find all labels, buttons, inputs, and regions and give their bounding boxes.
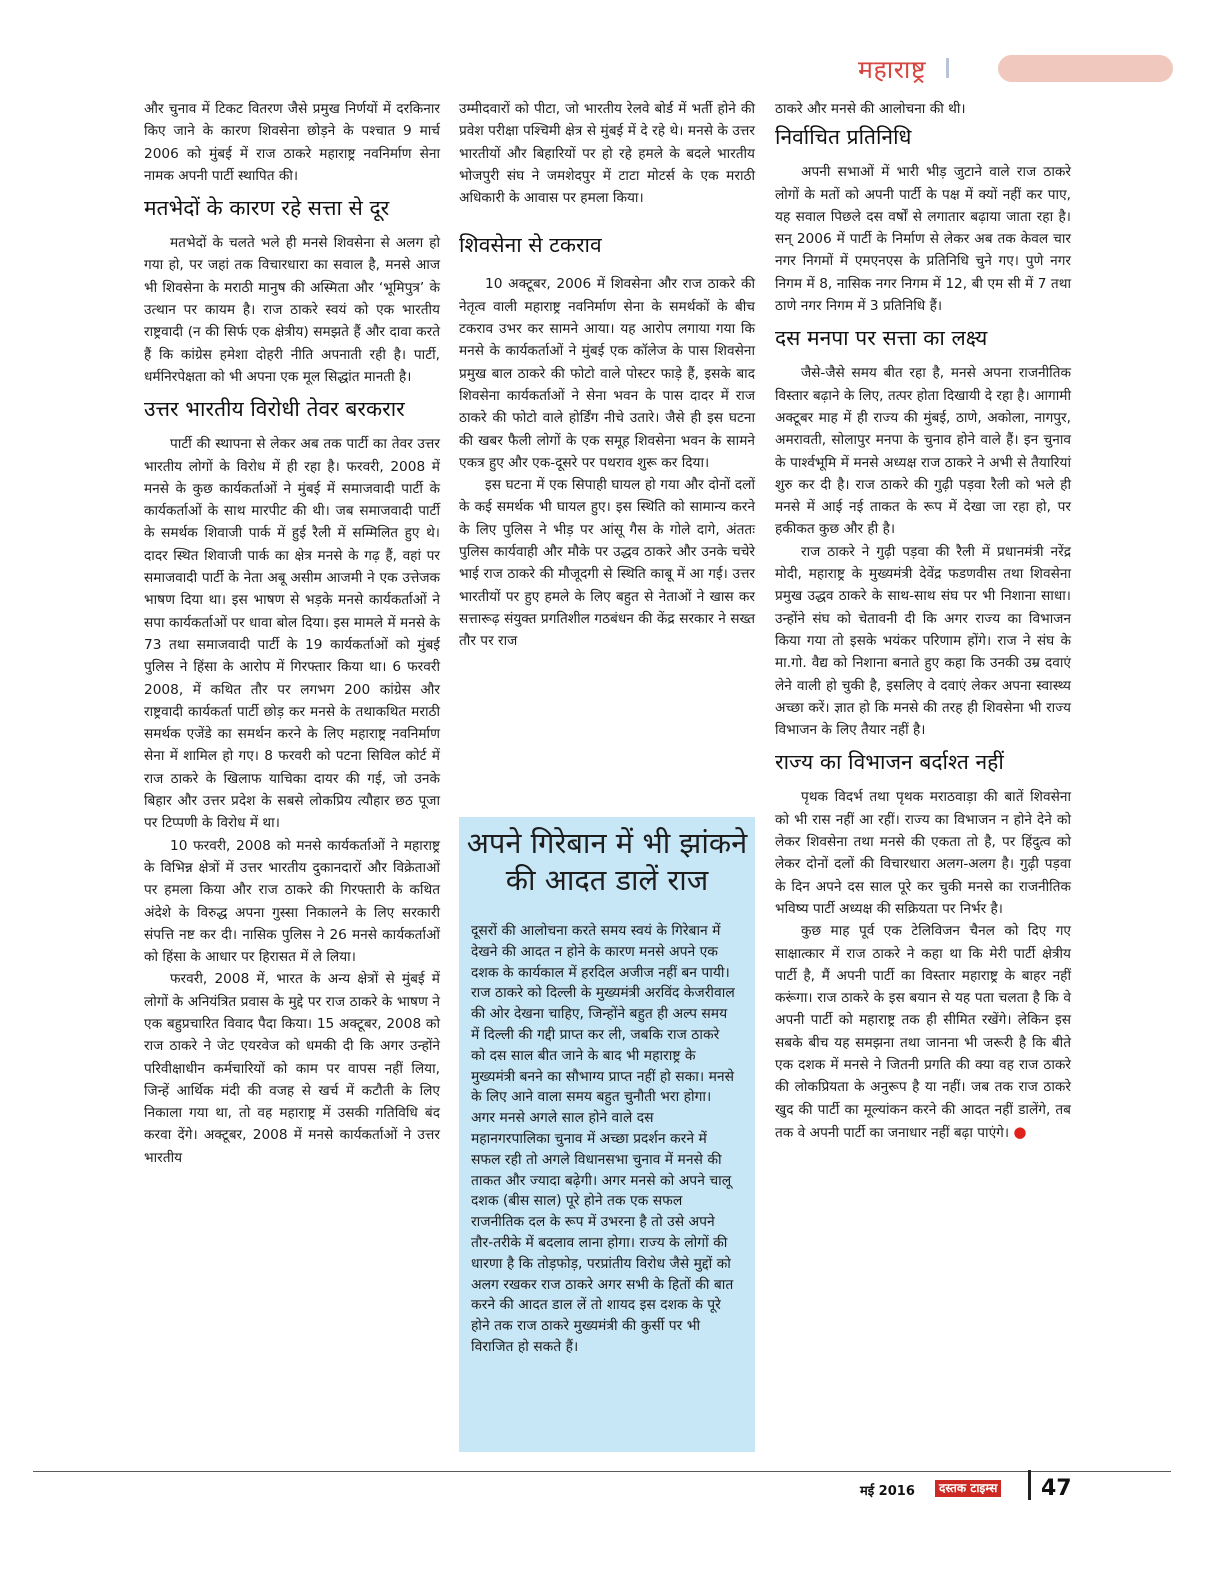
paragraph: उम्मीदवारों को पीटा, जो भारतीय रेलवे बोर्ड में भर्ती होने की प्रवेश परीक्षा पश्चिमी क्षेत्र से मुंबई में दे रहे थे। मनसे के उत्तर भारतीयों और बिहारियों पर हो रहे हमले के बदले भारतीय भोजपुरी संघ ने जमशेदपुर में टाटा मोटर्स के एक मराठी अधिकारी के आवास पर हमला किया। bbox=[459, 101, 755, 207]
end-mark-icon: ● bbox=[1013, 1122, 1027, 1141]
article-column-1 bbox=[144, 98, 440, 1460]
paragraph: 10 अक्टूबर, 2006 में शिवसेना और राज ठाकरे की नेतृत्व वाली महाराष्ट्र नवनिर्माण सेना के समर्थकों के बीच टकराव उभर कर सामने आया। यह आरोप लगाया गया कि मनसे के कार्यकर्ताओं ने मुंबई एक कॉलेज के पास शिवसेना प्रमुख बाल ठाकरे की फोटो वाले पोस्टर फाड़े हैं, इसके बाद शिवसेना कार्यकर्ताओं ने सेना भवन के पास दादर में राज ठाकरे की फोटो वाले होर्डिंग नीचे उतारे। जैसे ही इस घटना की खबर फैली लोगों के एक समूह शिवसेना भवन के सामने एकत्र हुए और एक-दूसरे पर पथराव शुरू कर दिया। bbox=[459, 276, 755, 471]
paragraph: इस घटना में एक सिपाही घायल हो गया और दोनों दलों के कई समर्थक भी घायल हुए। इस स्थिति को सामान्य करने के लिए पुलिस ने भीड़ पर आंसू गैस के गोले दागे, अंततः पुलिस कार्यवाही और मौके पर उद्धव ठाकरे और उनके चचेरे भाई राज ठाकरे की मौजूदगी से स्थिति काबू में आ गई। उत्तर भारतीयों पर हुए हमले के लिए बहुत से नेताओं ने खास कर सत्तारूढ़ संयुक्त प्रगतिशील गठबंधन की केंद्र सरकार ने सख्त तौर पर राज bbox=[459, 477, 755, 650]
article-column-3 bbox=[775, 98, 1071, 1460]
paragraph-text: कुछ माह पूर्व एक टेलिविजन चैनल को दिए गए साक्षात्कार में राज ठाकरे ने कहा था कि मेरी पार्टी क्षेत्रीय पार्टी है, मैं अपनी पार्टी का विस्तार महाराष्ट्र के बाहर नहीं करूंगा। राज ठाकरे के इस बयान से यह पता चलता है कि वे अपनी पार्टी को महाराष्ट्र तक ही सीमित रखेंगे। लेकिन इस सबके बीच यह समझना तथा जानना भी जरूरी है कि बीते एक दशक में मनसे ने जितनी प्रगति की क्या वह राज ठाकरे की लोकप्रियता के अनुरूप है या नहीं। जब तक राज ठाकरे खुद की पार्टी का मूल्यांकन करने की आदत नहीं डालेंगे, तब तक वे अपनी पार्टी का जनाधार नहीं बढ़ा पाएंगे। bbox=[775, 923, 1071, 1141]
paragraph: पार्टी की स्थापना से लेकर अब तक पार्टी का तेवर उत्तर भारतीय लोगों के विरोध में ही रहा है। फरवरी, 2008 में मनसे के कुछ कार्यकर्ताओं ने मुंबई में समाजवादी पार्टी के कार्यकर्ताओं के साथ मारपीट की थी। जब समाजवादी पार्टी के समर्थक शिवाजी पार्क में हुई रैली में सम्मिलित हुए थे। दादर स्थित शिवाजी पार्क का क्षेत्र मनसे के गढ़ हैं, वहां पर समाजवादी पार्टी के नेता अबू असीम आजमी ने एक उत्तेजक भाषण दिया था। इस भाषण से भड़के मनसे कार्यकर्ताओं ने सपा कार्यकर्ताओं पर धावा बोल दिया। इस मामले में मनसे के 73 तथा समाजवादी पार्टी के 19 कार्यकर्ताओं को मुंबई पुलिस ने हिंसा के आरोप में गिरफ्तार किया था। 6 फरवरी 2008, में कथित तौर पर लगभग 200 कांग्रेस और राष्ट्रवादी कार्यकर्ता पार्टी छोड़ कर मनसे के तथाकथित मराठी समर्थक एजेंडे का समर्थन करने के लिए महाराष्ट्र नवनिर्माण सेना में शामिल हो गए। 8 फरवरी को पटना सिविल कोर्ट में राज ठाकरे के खिलाफ याचिका दायर की गई, जो उनके बिहार और उत्तर प्रदेश के सबसे लोकप्रिय त्यौहार छठ पूजा पर टिप्पणी के विरोध में था। bbox=[144, 436, 440, 832]
article-column-2 bbox=[459, 98, 755, 650]
paragraph: मतभेदों के चलते भले ही मनसे शिवसेना से अलग हो गया हो, पर जहां तक विचारधारा का सवाल है, मनसे आज भी शिवसेना के मराठी मानुष की अस्मिता और ‘भूमिपुत्र’ के उत्थान पर कायम है। राज ठाकरे स्वयं को एक भारतीय राष्ट्रवादी (न की सिर्फ एक क्षेत्रीय) समझते हैं और दावा करते हैं कि कांग्रेस हमेशा दोहरी नीति अपनाती रही है। पार्टी, धर्मनिरपेक्षता को भी अपना एक मूल सिद्धांत मानती है। bbox=[144, 235, 440, 385]
magazine-logo: दस्तक टाइम्स bbox=[935, 1480, 1001, 1497]
footer-rule bbox=[33, 1471, 1171, 1472]
sidebar-box-body bbox=[471, 921, 736, 1441]
issue-date: मई 2016 bbox=[860, 1484, 915, 1499]
paragraph: 10 फरवरी, 2008 को मनसे कार्यकर्ताओं ने महाराष्ट्र के विभिन्न क्षेत्रों में उत्तर भारतीय दुकानदारों और विक्रेताओं पर हमला किया और राज ठाकरे की गिरफ्तारी के कथित अंदेशे के विरुद्ध अपना गुस्सा निकालने के लिए सरकारी संपत्ति नष्ट कर दी। नासिक पुलिस ने 26 मनसे कार्यकर्ताओं को हिंसा के आधार पर हिरासत में ले लिया। bbox=[144, 837, 440, 966]
subheading: शिवसेना से टकराव bbox=[459, 233, 602, 258]
paragraph: और चुनाव में टिकट वितरण जैसे प्रमुख निर्णयों में दरकिनार किए जाने के कारण शिवसेना छोड़ने के पश्चात 9 मार्च 2006 को मुंबई में राज ठाकरे महाराष्ट्र नवनिर्माण सेना नामक अपनी पार्टी स्थापित की। bbox=[144, 101, 440, 184]
subheading: राज्य का विभाजन बर्दाश्त नहीं bbox=[775, 750, 1004, 775]
subheading: उत्तर भारतीय विरोधी तेवर बरकरार bbox=[144, 397, 405, 422]
paragraph: पृथक विदर्भ तथा पृथक मराठवाड़ा की बातें शिवसेना को भी रास नहीं आ रहीं। राज्य का विभाजन न होने देने को लेकर शिवसेना तथा मनसे की एकता तो है, पर हिंदुत्व को लेकर दोनों दलों की विचारधारा अलग-अलग है। गुढ़ी पड़वा के दिन अपने दस साल पूरे कर चुकी मनसे का राजनीतिक भविष्य पार्टी अध्यक्ष की सक्रियता पर निर्भर है। bbox=[775, 789, 1071, 917]
paragraph: अपनी सभाओं में भारी भीड़ जुटाने वाले राज ठाकरे लोगों के मतों को अपनी पार्टी के पक्ष में क्यों नहीं कर पाए, यह सवाल पिछले दस वर्षों से लगातार बढ़ाया जाता रहा है। सन् 2006 में पार्टी के निर्माण से लेकर अब तक केवल चार नगर निगमों में एमएनएस के प्रतिनिधि चुने गए। पुणे नगर निगम में 8, नासिक नगर निगम में 12, बी एम सी में 7 तथा ठाणे नगर निगम में 3 प्रतिनिधि हैं। bbox=[775, 164, 1071, 315]
paragraph: ठाकरे और मनसे की आलोचना की थी। bbox=[775, 101, 966, 117]
subheading: दस मनपा पर सत्ता का लक्ष्य bbox=[775, 326, 988, 351]
footer-divider bbox=[1028, 1470, 1031, 1500]
paragraph: राज ठाकरे ने गुढ़ी पड़वा की रैली में प्रधानमंत्री नरेंद्र मोदी, महाराष्ट्र के मुख्यमंत्री देवेंद्र फडणवीस तथा शिवसेना प्रमुख उद्धव ठाकरे के साथ-साथ संघ पर भी निशाना साधा। उन्होंने संघ को चेतावनी दी कि अगर राज्य का विभाजन किया गया तो इसके भयंकर परिणाम होंगे। राज ने संघ के मा.गो. वैद्य को निशाना बनाते हुए कहा कि उनकी उम्र दवाएं लेने वाली हो चुकी है, इसलिए वे दवाएं लेकर अपना स्वास्थ्य अच्छा करें। ज्ञात हो कि मनसे की तरह ही शिवसेना भी राज्य विभाजन के लिए तैयार नहीं है। bbox=[775, 543, 1071, 739]
section-tag-divider bbox=[946, 58, 949, 78]
subheading: निर्वाचित प्रतिनिधि bbox=[775, 125, 912, 150]
section-tag: महाराष्ट्र bbox=[858, 55, 927, 84]
sidebar-box-text: दूसरों की आलोचना करते समय स्वयं के गिरेबान में देखने की आदत न होने के कारण मनसे अपने एक दशक के कार्यकाल में हरदिल अजीज नहीं बन पायी। राज ठाकरे को दिल्ली के मुख्यमंत्री अरविंद केजरीवाल की ओर देखना चाहिए, जिन्होंने बहुत ही अल्प समय में दिल्ली की गद्दी प्राप्त कर ली, जबकि राज ठाकरे को दस साल बीत जाने के बाद भी महाराष्ट्र के मुख्यमंत्री बनने का सौभाग्य प्राप्त नहीं हो सका। मनसे के लिए आने वाला समय बहुत चुनौती भरा होगा। अगर मनसे अगले साल होने वाले दस महानगरपालिका चुनाव में अच्छा प्रदर्शन करने में सफल रही तो अगले विधानसभा चुनाव में मनसे की ताकत और ज्यादा बढ़ेगी। अगर मनसे को अपने चालू दशक (बीस साल) पूरे होने तक एक सफल राजनीतिक दल के रूप में उभरना है तो उसे अपने तौर-तरीके में बदलाव लाना होगा। राज्य के लोगों की धारणा है कि तोड़फोड़, परप्रांतीय विरोध जैसे मुद्दों को अलग रखकर राज ठाकरे अगर सभी के हितों की बात करने की आदत डाल लें तो शायद इस दशक के पूरे होने तक राज ठाकरे मुख्यमंत्री की कुर्सी पर भी विराजित हो सकते हैं। bbox=[471, 923, 735, 1355]
sidebar-box-title: अपने गिरेबान में भी झांकने की आदत डालें राज bbox=[466, 826, 748, 897]
page-number: 47 bbox=[1041, 1476, 1072, 1501]
sidebar-box bbox=[459, 817, 755, 1452]
paragraph bbox=[775, 920, 1071, 1144]
subheading: मतभेदों के कारण रहे सत्ता से दूर bbox=[144, 196, 390, 221]
paragraph: फरवरी, 2008 में, भारत के अन्य क्षेत्रों से मुंबई में लोगों के अनियंत्रित प्रवास के मुद्दे पर राज ठाकरे के भाषण ने एक बहुप्रचारित विवाद पैदा किया। 15 अक्टूबर, 2008 को राज ठाकरे ने जेट एयरवेज को धमकी दी कि अगर उन्होंने परिवीक्षाधीन कर्मचारियों को काम पर वापस नहीं लिया, जिन्हें आर्थिक मंदी की वजह से खर्च में कटौती के लिए निकाला गया था, तो वह महाराष्ट्र में उसकी गतिविधि बंद करवा देंगे। अक्टूबर, 2008 में मनसे कार्यकर्ताओं ने उत्तर भारतीय bbox=[144, 971, 440, 1166]
section-tag-decoration bbox=[998, 55, 1173, 82]
paragraph: जैसे-जैसे समय बीत रहा है, मनसे अपना राजनीतिक विस्तार बढ़ाने के लिए, तत्पर होता दिखायी दे रहा है। आगामी अक्टूबर माह में ही राज्य की मुंबई, ठाणे, अकोला, नागपुर, अमरावती, सोलापुर मनपा के चुनाव होने वाले हैं। इन चुनाव के पार्श्वभूमि में मनसे अध्यक्ष राज ठाकरे ने अभी से तैयारियां शुरु कर दी है। राज ठाकरे की गुढ़ी पड़वा रैली को भले ही मनसे में आई नई ताकत के रूप में देखा जा रहा हो, पर हकीकत कुछ और ही है। bbox=[775, 365, 1071, 538]
